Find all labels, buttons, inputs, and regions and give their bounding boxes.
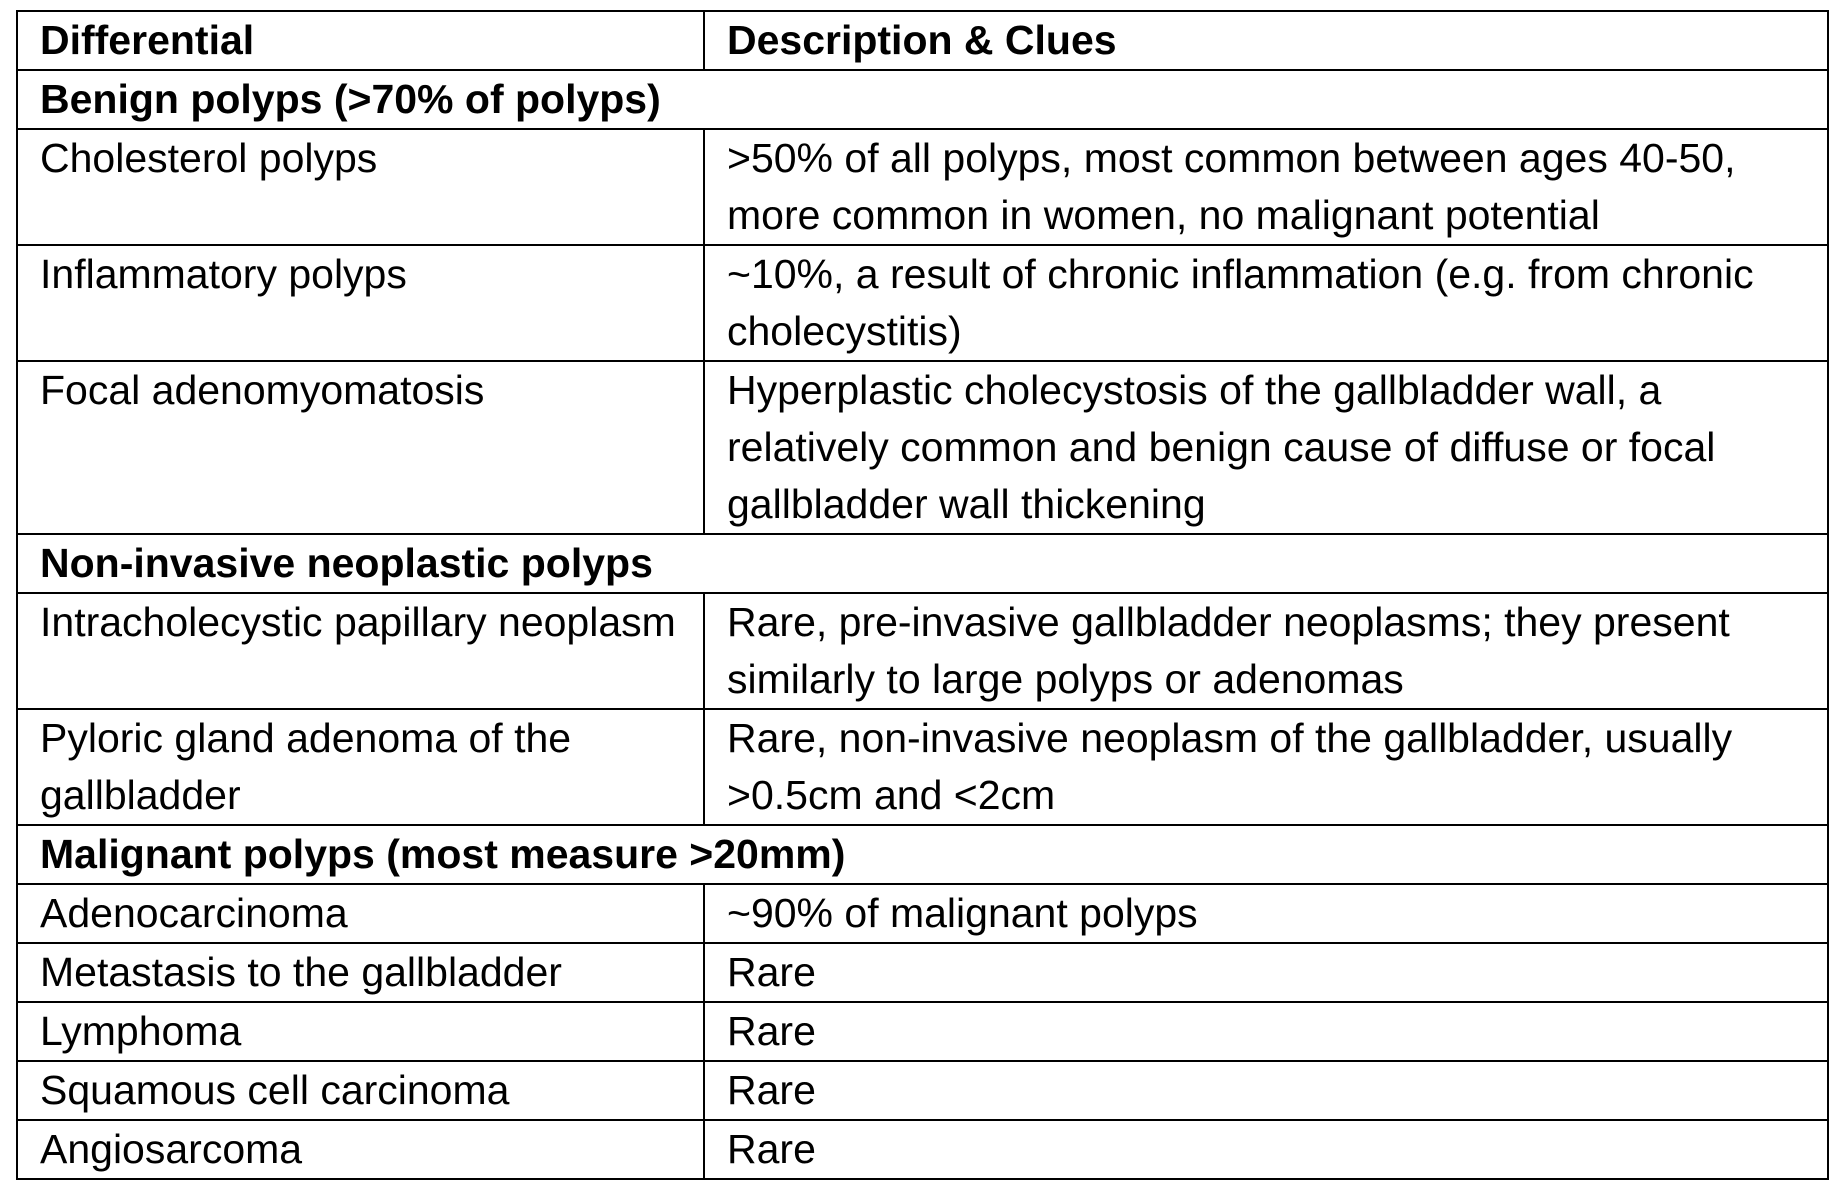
description-cell: Rare, non-invasive neoplasm of the gallbladder, usually >0.5cm and <2cm (704, 709, 1828, 825)
differential-cell: Lymphoma (17, 1002, 704, 1061)
differential-cell: Intracholecystic papillary neoplasm (17, 593, 704, 709)
section-title-benign: Benign polyps (>70% of polyps) (17, 70, 1828, 129)
description-cell: Rare, pre-invasive gallbladder neoplasms; they present similarly to large polyps or adenomas (704, 593, 1828, 709)
table-row (17, 361, 1828, 534)
header-description: Description & Clues (704, 11, 1828, 70)
section-row (17, 70, 1828, 129)
description-cell: Rare (704, 1120, 1828, 1179)
description-cell: >50% of all polyps, most common between ages 40-50, more common in women, no malignant potential (704, 129, 1828, 245)
differential-cell: Adenocarcinoma (17, 884, 704, 943)
table-row (17, 1120, 1828, 1179)
description-cell: Hyperplastic cholecystosis of the gallbladder wall, a relatively common and benign cause of diffuse or focal gallbladder wall thickening (704, 361, 1828, 534)
header-differential: Differential (17, 11, 704, 70)
differential-cell: Squamous cell carcinoma (17, 1061, 704, 1120)
description-cell: Rare (704, 1002, 1828, 1061)
table-row (17, 1061, 1828, 1120)
differential-cell: Metastasis to the gallbladder (17, 943, 704, 1002)
table-row (17, 245, 1828, 361)
section-title-non-invasive: Non-invasive neoplastic polyps (17, 534, 1828, 593)
table-row (17, 884, 1828, 943)
differential-cell: Cholesterol polyps (17, 129, 704, 245)
table-row (17, 943, 1828, 1002)
differential-cell: Pyloric gland adenoma of the gallbladder (17, 709, 704, 825)
table-row (17, 709, 1828, 825)
section-row (17, 825, 1828, 884)
header-row (17, 11, 1828, 70)
differential-table (16, 10, 1829, 1180)
table-row (17, 593, 1828, 709)
section-row (17, 534, 1828, 593)
description-cell: Rare (704, 943, 1828, 1002)
description-cell: Rare (704, 1061, 1828, 1120)
differential-cell: Focal adenomyomatosis (17, 361, 704, 534)
differential-cell: Inflammatory polyps (17, 245, 704, 361)
section-title-malignant: Malignant polyps (most measure >20mm) (17, 825, 1828, 884)
table-row (17, 129, 1828, 245)
differential-cell: Angiosarcoma (17, 1120, 704, 1179)
description-cell: ~90% of malignant polyps (704, 884, 1828, 943)
description-cell: ~10%, a result of chronic inflammation (e.g. from chronic cholecystitis) (704, 245, 1828, 361)
table-row (17, 1002, 1828, 1061)
